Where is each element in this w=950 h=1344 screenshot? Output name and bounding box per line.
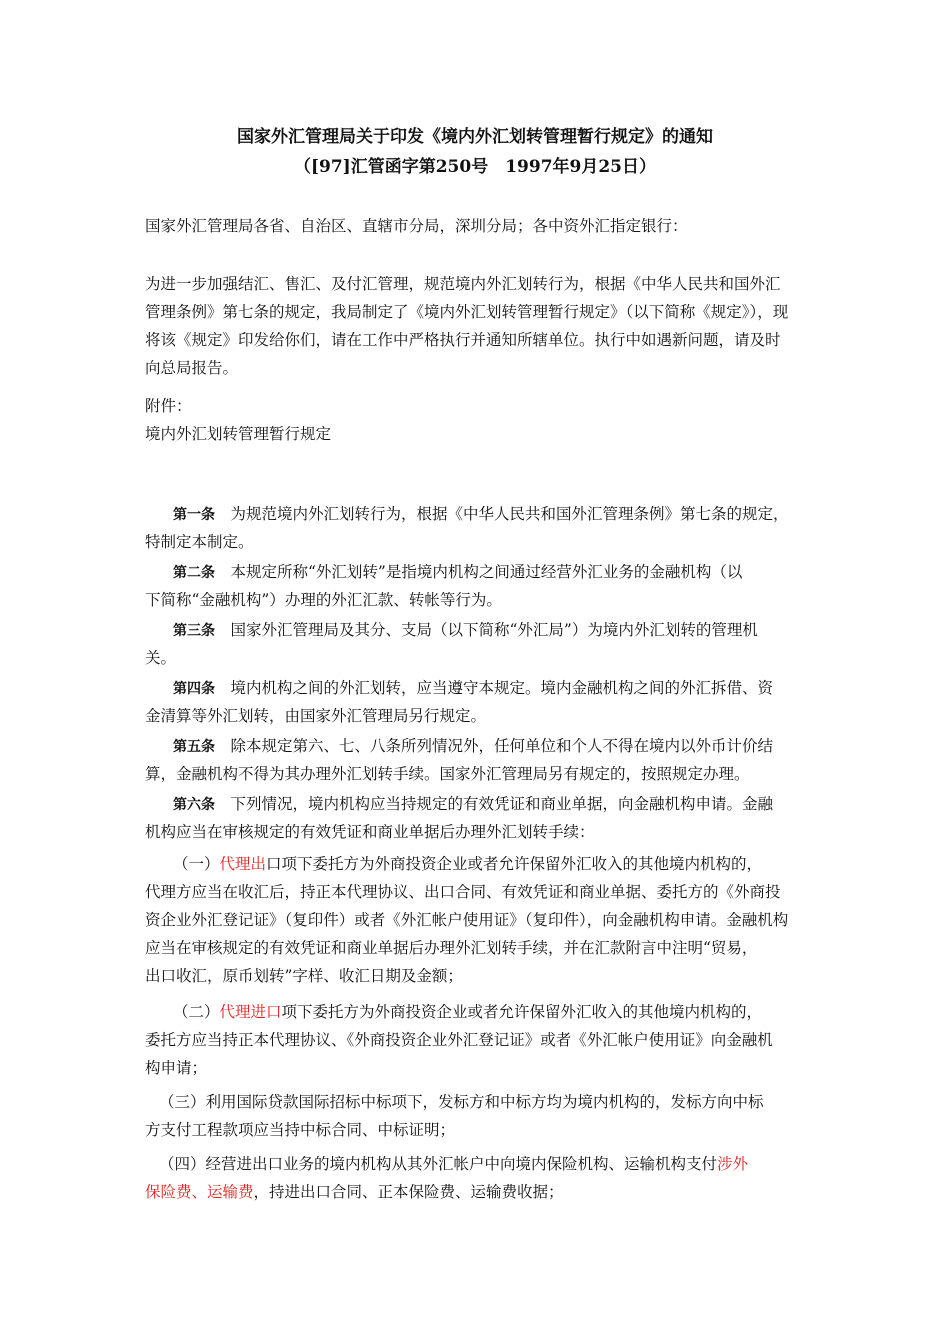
highlighted-text: 涉外: [717, 1155, 749, 1173]
article-4: [145, 674, 843, 703]
article-6: [145, 790, 843, 819]
intro-line: 向总局报告。: [145, 359, 239, 377]
item-1-cont: 代理方应当在收汇后，持正本代理协议、出口合同、有效凭证和商业单据、委托方的《外商投: [145, 883, 781, 901]
article-text: 为规范境内外汇划转行为，根据《中华人民共和国外汇管理条例》第七条的规定，: [215, 505, 789, 523]
article-6-cont: 机构应当在审核规定的有效凭证和商业单据后办理外汇划转手续：: [145, 823, 595, 841]
article-text: 境内机构之间的外汇划转，应当遵守本规定。境内金融机构之间的外汇拆借、资: [215, 679, 774, 697]
article-label: 第四条: [173, 681, 215, 697]
item-prefix: （一）: [173, 855, 220, 873]
item-3: （三）利用国际贷款国际招标中标项下，发标方和中标方均为境内机构的，发标方向中标: [159, 1093, 764, 1111]
article-4-cont: 金清算等外汇划转，由国家外汇管理局另行规定。: [145, 707, 487, 725]
article-1: [145, 500, 843, 529]
article-3: [145, 616, 843, 645]
intro-line: 为进一步加强结汇、售汇、及付汇管理，规范境内外汇划转行为，根据《中华人民共和国外汇: [145, 275, 781, 293]
item-4-cont: [145, 1178, 815, 1206]
addressee: 国家外汇管理局各省、自治区、直辖市分局，深圳分局；各中资外汇指定银行：: [145, 217, 688, 235]
intro-line: 将该《规定》印发给你们，请在工作中严格执行并通知所辖单位。执行中如遇新问题，请及时: [145, 331, 781, 349]
article-text: 下列情况，境内机构应当持规定的有效凭证和商业单据，向金融机构申请。金融: [215, 795, 774, 813]
article-label: 第二条: [173, 565, 215, 581]
article-text: 本规定所称“外汇划转”是指境内机构之间通过经营外汇业务的金融机构（以: [215, 563, 743, 581]
article-label: 第一条: [173, 507, 215, 523]
highlighted-text: 代理出: [219, 855, 267, 873]
article-1-cont: 特制定本制定。: [145, 533, 254, 551]
article-2: [145, 558, 843, 587]
article-text: 国家外汇管理局及其分、支局（以下简称“外汇局”）为境内外汇划转的管理机: [215, 621, 758, 639]
item-text: （四）经营进出口业务的境内机构从其外汇帐户中向境内保险机构、运输机构支付: [159, 1155, 718, 1173]
highlighted-text: 代理进口: [219, 1003, 282, 1021]
article-2-cont: 下简称“金融机构”）办理的外汇汇款、转帐等行为。: [145, 591, 502, 609]
article-text: 除本规定第六、七、八条所列情况外，任何单位和个人不得在境内以外币计价结: [215, 737, 774, 755]
article-label: 第三条: [173, 623, 215, 639]
document-subtitle: （[97]汇管函字第250号 1997年9月25日）: [293, 157, 657, 177]
article-label: 第六条: [173, 797, 215, 813]
item-1: [145, 850, 843, 878]
document-title: 国家外汇管理局关于印发《境内外汇划转管理暂行规定》的通知: [237, 127, 713, 147]
article-label: 第五条: [173, 739, 215, 755]
item-2-cont: 委托方应当持正本代理协议、《外商投资企业外汇登记证》或者《外汇帐户使用证》向金融机: [145, 1031, 773, 1049]
item-3-cont: 方支付工程款项应当持中标合同、中标证明；: [145, 1121, 456, 1139]
attachment-name: 境内外汇划转管理暂行规定: [145, 425, 332, 443]
item-1-cont: 出口收汇，原币划转”字样、收汇日期及金额；: [145, 967, 463, 985]
intro-line: 管理条例》第七条的规定，我局制定了《境内外汇划转管理暂行规定》（以下简称《规定》），现: [145, 303, 789, 321]
attachment-label: 附件：: [145, 397, 192, 415]
article-5: [145, 732, 843, 761]
item-1-cont: 资企业外汇登记证》（复印件）或者《外汇帐户使用证》（复印件），向金融机构申请。金融机构: [145, 911, 789, 929]
item-2-cont: 构申请；: [145, 1059, 208, 1077]
item-text: 口项下委托方为外商投资企业或者允许保留外汇收入的其他境内机构的，: [266, 855, 763, 873]
item-1-cont: 应当在审核规定的有效凭证和商业单据后办理外汇划转手续，并在汇款附言中注明“贸易，: [145, 939, 758, 957]
item-prefix: （二）: [173, 1003, 220, 1021]
item-2: [145, 998, 843, 1026]
article-5-cont: 算，金融机构不得为其办理外汇划转手续。国家外汇管理局另有规定的，按照规定办理。: [145, 765, 750, 783]
item-text: ，持进出口合同、正本保险费、运输费收据；: [253, 1183, 564, 1201]
article-3-cont: 关。: [145, 649, 177, 667]
item-text: 项下委托方为外商投资企业或者允许保留外汇收入的其他境内机构的，: [281, 1003, 763, 1021]
item-4: [145, 1150, 829, 1178]
highlighted-text: 保险费、运输费: [145, 1183, 254, 1201]
